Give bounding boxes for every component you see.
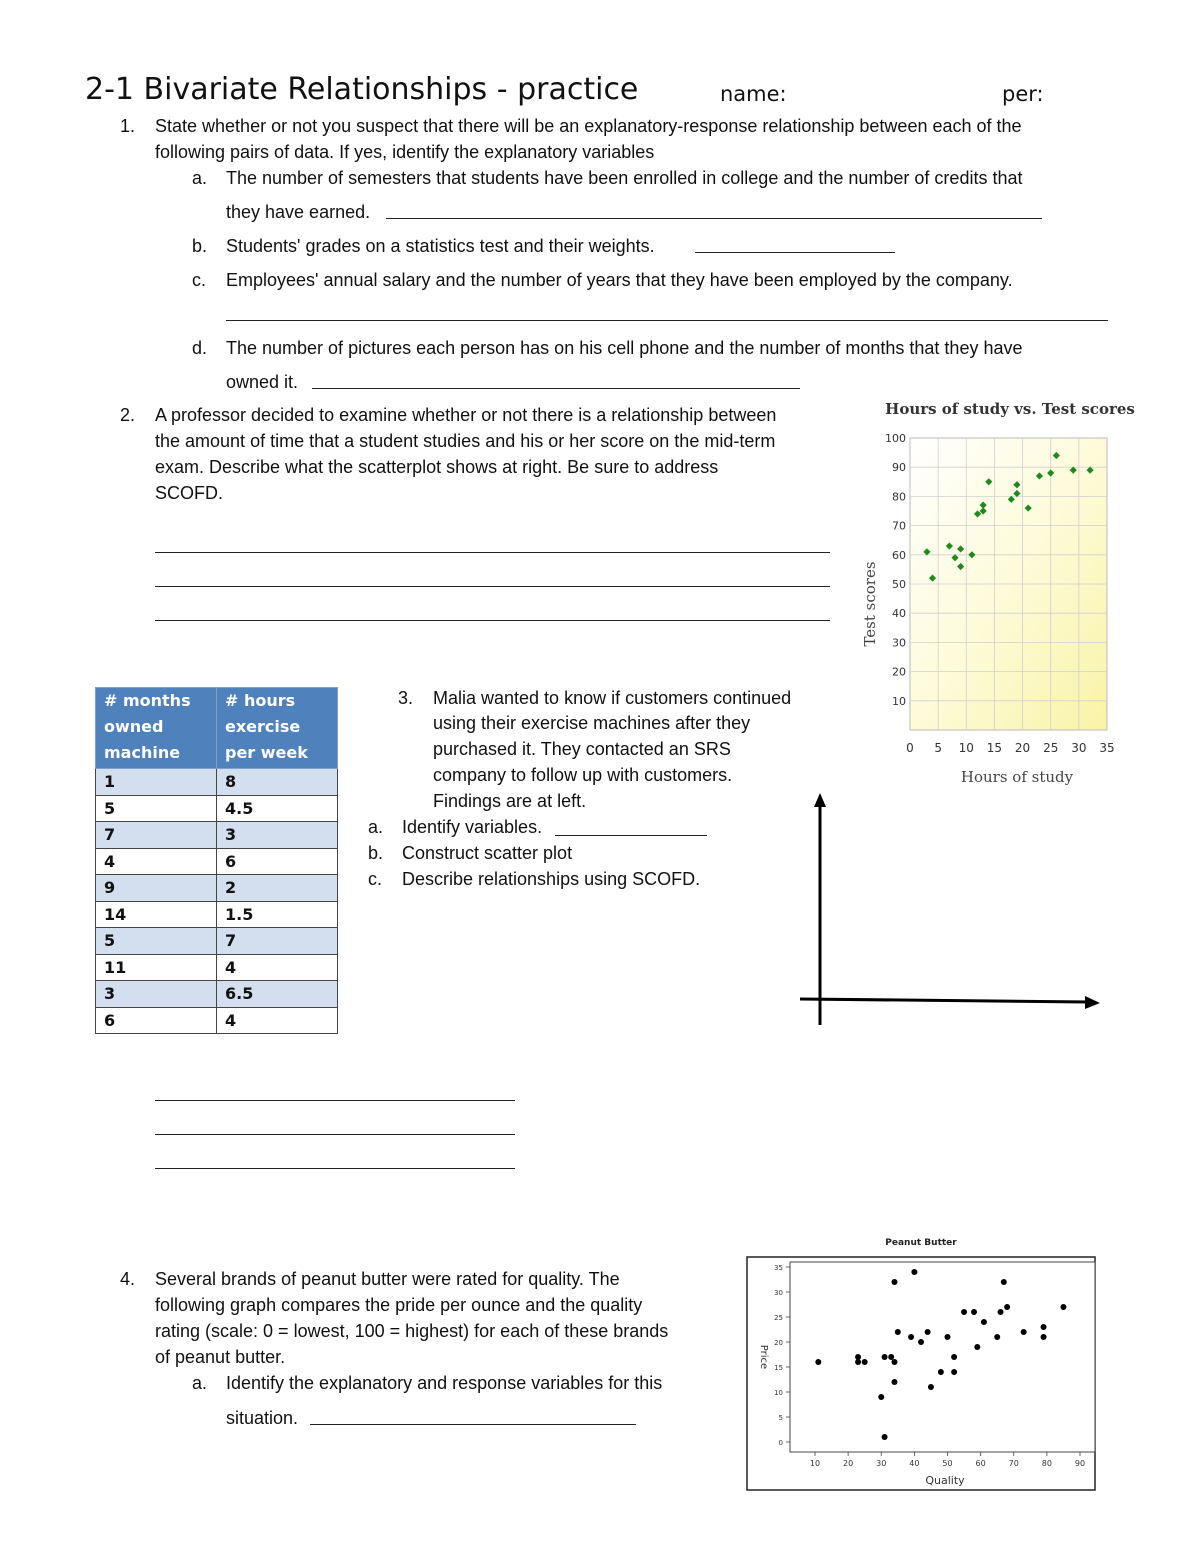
q3-answer-line[interactable] — [155, 1100, 515, 1101]
data-point — [951, 1369, 957, 1375]
q2-number: 2. — [120, 405, 136, 425]
data-point — [994, 1334, 1000, 1340]
q1d-letter: d. — [192, 338, 208, 358]
hours-cell: 2 — [217, 875, 338, 902]
data-point — [918, 1339, 924, 1345]
y-tick-label: 100 — [885, 432, 906, 445]
table-row — [96, 1007, 338, 1034]
months-cell: 6 — [96, 1007, 217, 1034]
q1a-text-line1: The number of semesters that students have been enrolled in college and the number of credits that — [226, 168, 1023, 188]
x-tick-label: 30 — [1071, 741, 1087, 755]
data-point — [1001, 1279, 1007, 1285]
data-point — [998, 1309, 1004, 1315]
data-point — [1004, 1304, 1010, 1310]
table-row — [96, 901, 338, 928]
study-scores-chart — [850, 392, 1150, 792]
y-tick-label: 20 — [774, 1339, 783, 1347]
y-tick-label: 80 — [892, 490, 906, 504]
x-tick-label: 80 — [1041, 1459, 1052, 1468]
months-cell: 14 — [96, 901, 217, 928]
table-header-months: # months owned machine — [96, 688, 217, 769]
table-row — [96, 928, 338, 955]
q3-number: 3. — [398, 688, 414, 708]
hours-cell: 4 — [217, 1007, 338, 1034]
months-cell: 4 — [96, 848, 217, 875]
x-tick-label: 40 — [909, 1459, 920, 1468]
table-row — [96, 954, 338, 981]
name-label: name: — [720, 82, 787, 106]
q1-text-line2: following pairs of data. If yes, identify the explanatory variables — [155, 142, 655, 162]
q4-text-line1: Several brands of peanut butter were rated for quality. The — [155, 1269, 620, 1289]
q1b-letter: b. — [192, 236, 208, 256]
q4a-text-line2: situation. — [226, 1408, 299, 1428]
q4a-answer-line[interactable] — [310, 1424, 636, 1425]
q2-text-line1: A professor decided to examine whether or not there is a relationship between — [155, 405, 777, 425]
q3b-text: Construct scatter plot — [402, 843, 573, 863]
table-header-hours: # hours exercise per week — [217, 688, 338, 769]
months-cell: 5 — [96, 795, 217, 822]
data-point — [928, 1384, 934, 1390]
x-axis-label: Quality — [925, 1474, 965, 1487]
q1d-text-line1: The number of pictures each person has on his cell phone and the number of months that they have — [226, 338, 1023, 358]
table-row — [96, 769, 338, 796]
q1c-text: Employees' annual salary and the number of years that they have been employed by the company. — [226, 270, 1013, 290]
x-tick-label: 20 — [843, 1459, 854, 1468]
y-tick-label: 30 — [774, 1289, 783, 1297]
data-point — [862, 1359, 868, 1365]
q1b-answer-line[interactable] — [695, 252, 895, 253]
months-cell: 9 — [96, 875, 217, 902]
y-tick-label: 5 — [778, 1414, 783, 1422]
x-tick-label: 70 — [1008, 1459, 1019, 1468]
x-tick-label: 35 — [1099, 741, 1115, 755]
data-point — [908, 1334, 914, 1340]
page-title: 2-1 Bivariate Relationships - practice — [85, 72, 639, 107]
y-tick-label: 25 — [774, 1314, 783, 1322]
y-tick-label: 35 — [774, 1264, 783, 1272]
data-point — [888, 1354, 894, 1360]
table-row — [96, 981, 338, 1008]
q2-answer-line[interactable] — [155, 586, 830, 587]
data-point — [951, 1354, 957, 1360]
table-row — [96, 848, 338, 875]
x-tick-label: 10 — [809, 1459, 821, 1468]
data-point — [878, 1394, 884, 1400]
per-label: per: — [1002, 82, 1044, 106]
q3a-text: Identify variables. — [402, 817, 543, 837]
data-point — [961, 1309, 967, 1315]
data-point — [974, 1344, 980, 1350]
hours-cell: 3 — [217, 822, 338, 849]
hours-cell: 6 — [217, 848, 338, 875]
data-point — [892, 1379, 898, 1385]
data-point — [938, 1369, 944, 1375]
months-cell: 1 — [96, 769, 217, 796]
q3-text-line5: Findings are at left. — [433, 791, 587, 811]
data-point — [882, 1354, 888, 1360]
x-tick-label: 10 — [958, 741, 974, 755]
y-tick-label: 70 — [892, 519, 906, 533]
x-tick-label: 15 — [986, 741, 1003, 755]
data-point — [892, 1359, 898, 1365]
x-tick-label: 50 — [942, 1459, 953, 1468]
q4-text-line3: rating (scale: 0 = lowest, 100 = highest) for each of these brands — [155, 1321, 669, 1341]
data-point — [911, 1269, 917, 1275]
y-tick-label: 10 — [892, 694, 906, 708]
q4a-letter: a. — [192, 1373, 208, 1393]
y-axis-label: Test scores — [861, 561, 879, 647]
data-point — [895, 1329, 901, 1335]
y-tick-label: 90 — [892, 461, 906, 475]
q1a-letter: a. — [192, 168, 208, 188]
data-point — [1060, 1304, 1066, 1310]
data-point — [815, 1359, 821, 1365]
hours-cell: 1.5 — [217, 901, 338, 928]
q1-text-line1: State whether or not you suspect that there will be an explanatory-response relationship between each of the — [155, 116, 1022, 136]
q4a-text-line1: Identify the explanatory and response variables for this — [226, 1373, 663, 1393]
y-tick-label: 15 — [774, 1364, 783, 1372]
q1c-answer-line[interactable] — [226, 320, 1108, 321]
q2-text-line2: the amount of time that a student studies and his or her score on the mid-term — [155, 431, 776, 451]
q1b-text: Students' grades on a statistics test and their weights. — [226, 236, 655, 256]
x-tick-label: 5 — [934, 741, 942, 755]
x-tick-label: 60 — [975, 1459, 986, 1468]
q3-text-line2: using their exercise machines after they — [433, 713, 751, 733]
hours-cell: 8 — [217, 769, 338, 796]
months-cell: 3 — [96, 981, 217, 1008]
table-row — [96, 875, 338, 902]
chart-title: Hours of study vs. Test scores — [885, 400, 1135, 418]
table-row — [96, 795, 338, 822]
y-tick-label: 40 — [892, 607, 906, 621]
q1c-letter: c. — [192, 270, 207, 290]
y-axis-label: Price — [758, 1344, 769, 1370]
y-tick-label: 60 — [892, 548, 906, 562]
data-point — [892, 1279, 898, 1285]
q3c-letter: c. — [368, 869, 383, 889]
y-tick-label: 50 — [892, 578, 906, 591]
data-point — [1021, 1329, 1027, 1335]
arrow-right-icon — [1085, 996, 1100, 1009]
hours-cell: 4.5 — [217, 795, 338, 822]
x-axis-label: Hours of study — [960, 768, 1074, 786]
plot-area — [790, 1262, 1095, 1452]
q3-text-line1: Malia wanted to know if customers continued — [433, 688, 792, 708]
q1a-text-line2: they have earned. — [226, 202, 371, 222]
y-tick-label: 30 — [892, 636, 906, 650]
q3c-text: Describe relationships using SCOFD. — [402, 869, 701, 889]
data-point — [855, 1354, 861, 1360]
data-point — [981, 1319, 987, 1325]
q2-text-line4: SCOFD. — [155, 483, 224, 503]
q4-text-line4: of peanut butter. — [155, 1347, 286, 1367]
x-tick-label: 25 — [1043, 741, 1059, 755]
hours-cell: 6.5 — [217, 981, 338, 1008]
x-tick-label: 0 — [906, 741, 914, 755]
data-point — [945, 1334, 951, 1340]
y-tick-label: 10 — [774, 1389, 783, 1397]
q2-text-line3: exam. Describe what the scatterplot shows at right. Be sure to address — [155, 457, 719, 477]
q3-text-line3: purchased it. They contacted an SRS — [433, 739, 731, 759]
q1a-answer-line[interactable] — [386, 218, 1042, 219]
q2-answer-line[interactable] — [155, 620, 830, 621]
exercise-data-table — [95, 687, 338, 1034]
q1d-answer-line[interactable] — [312, 388, 800, 389]
table-row — [96, 822, 338, 849]
q3-answer-line[interactable] — [155, 1168, 515, 1169]
blank-axes[interactable] — [790, 785, 1110, 1040]
data-point — [1041, 1334, 1047, 1340]
data-point — [971, 1309, 977, 1315]
q4-text-line2: following graph compares the pride per ounce and the quality — [155, 1295, 643, 1315]
q2-answer-line[interactable] — [155, 552, 830, 553]
q3b-letter: b. — [368, 843, 384, 863]
x-tick-label: 90 — [1074, 1459, 1086, 1468]
chart-title: Peanut Butter — [885, 1238, 957, 1248]
months-cell: 5 — [96, 928, 217, 955]
q1d-text-line2: owned it. — [226, 372, 299, 392]
months-cell: 7 — [96, 822, 217, 849]
q1-number: 1. — [120, 116, 136, 136]
data-point — [882, 1434, 888, 1440]
data-point — [925, 1329, 931, 1335]
q3a-answer-line[interactable] — [555, 835, 707, 836]
x-tick-label: 20 — [1014, 741, 1031, 755]
peanut-butter-chart — [745, 1232, 1097, 1494]
y-tick-label: 0 — [778, 1439, 783, 1447]
q3a-letter: a. — [368, 817, 384, 837]
y-tick-label: 20 — [892, 665, 906, 679]
hours-cell: 7 — [217, 928, 338, 955]
q3-answer-line[interactable] — [155, 1134, 515, 1135]
hours-cell: 4 — [217, 954, 338, 981]
months-cell: 11 — [96, 954, 217, 981]
arrow-up-icon — [814, 793, 826, 807]
x-tick-label: 30 — [876, 1459, 887, 1468]
q4-number: 4. — [120, 1269, 136, 1289]
q3-text-line4: company to follow up with customers. — [433, 765, 733, 785]
data-point — [1041, 1324, 1047, 1330]
